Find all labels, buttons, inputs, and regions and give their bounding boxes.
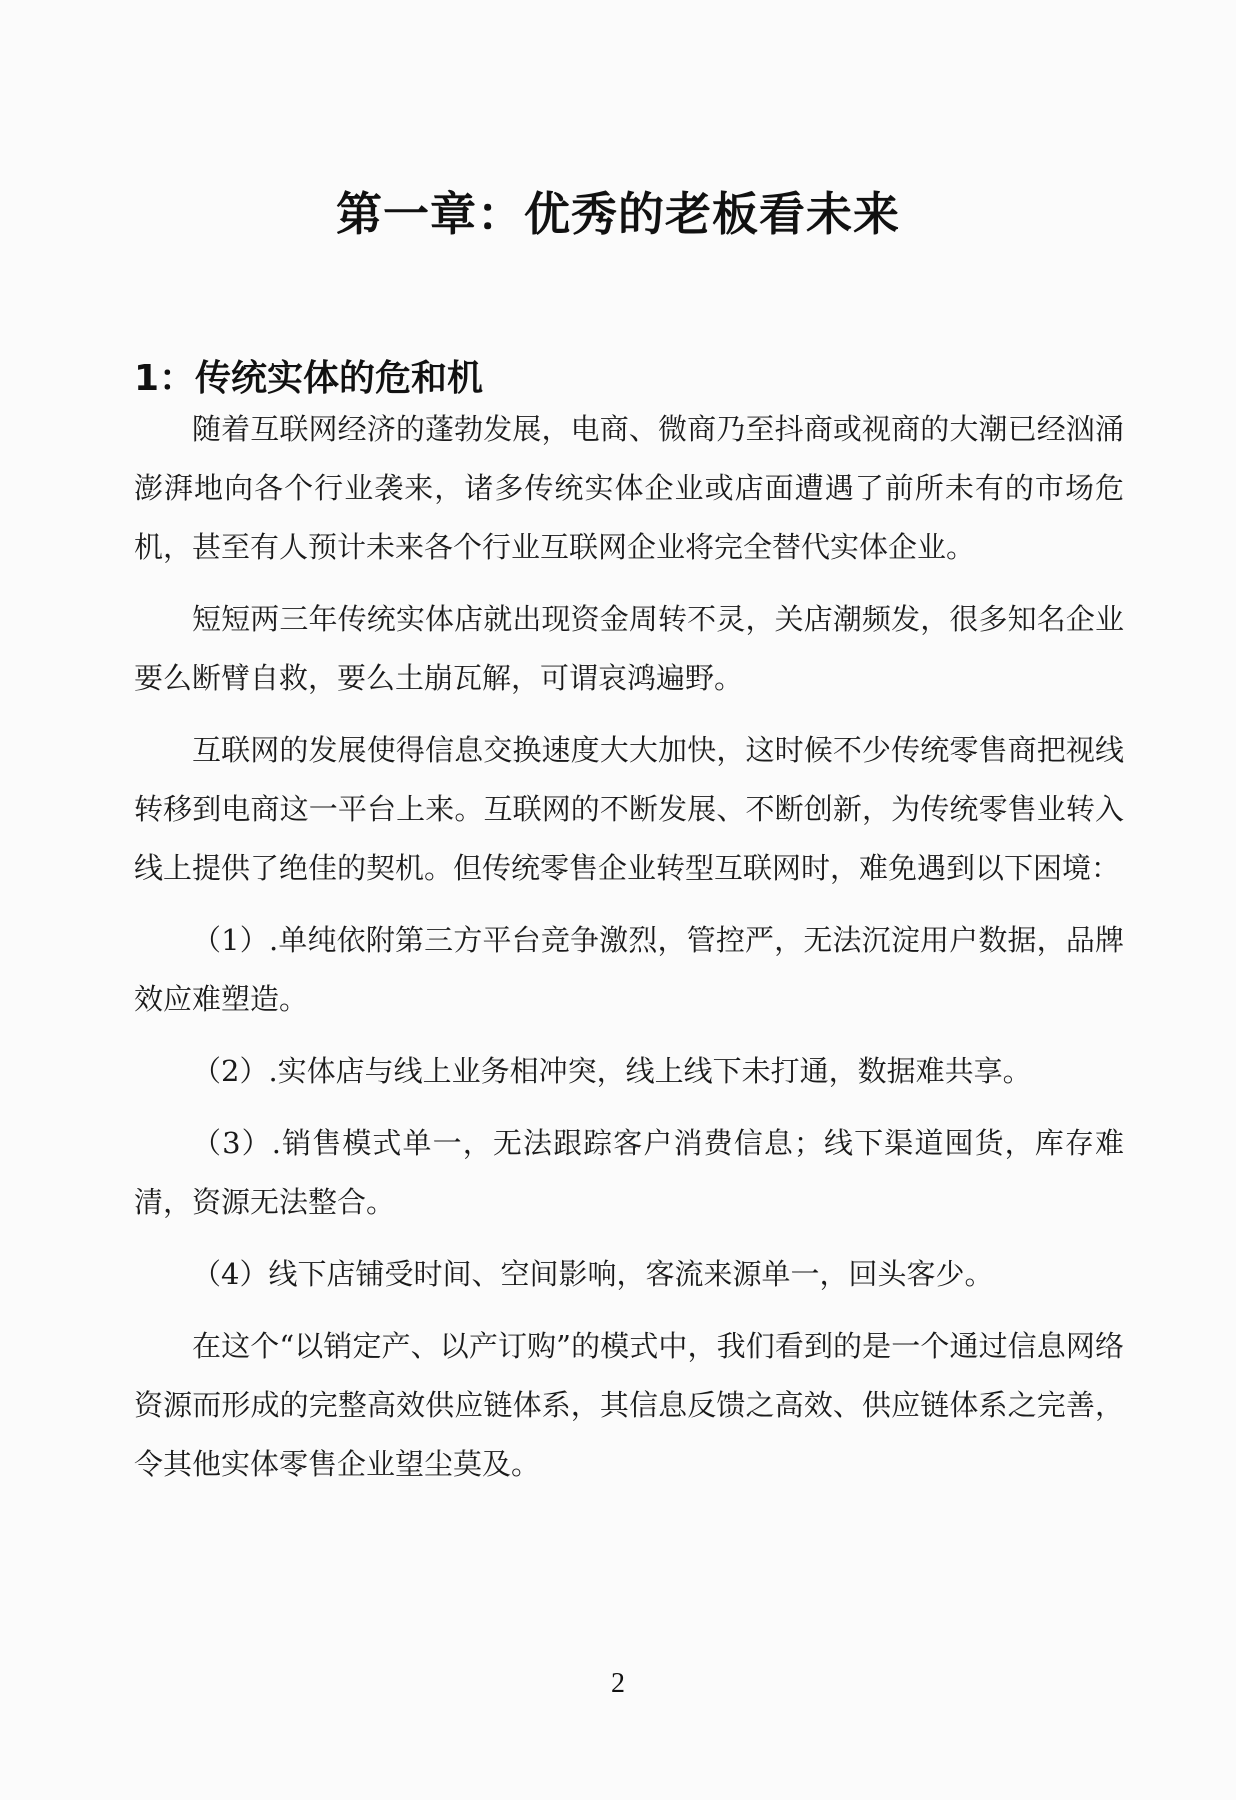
paragraph: 随着互联网经济的蓬勃发展，电商、微商乃至抖商或视商的大潮已经汹涌澎湃地向各个行业袭来，诸多传统实体企业或店面遭遇了前所未有的市场危机，甚至有人预计未来各个行业互联网企业将完全替代实体企业。 — [134, 412, 1124, 564]
section-title: 1：传统实体的危和机 — [134, 358, 484, 399]
list-item: （3）.销售模式单一，无法跟踪客户消费信息；线下渠道囤货，库存难清，资源无法整合。 — [134, 1126, 1124, 1219]
paragraph: 互联网的发展使得信息交换速度大大加快，这时候不少传统零售商把视线转移到电商这一平台上来。互联网的不断发展、不断创新，为传统零售业转入线上提供了绝佳的契机。但传统零售企业转型互联网时，难免遇到以下困境： — [134, 733, 1124, 885]
chapter-title: 第一章：优秀的老板看未来 — [336, 187, 900, 241]
list-item: （4）线下店铺受时间、空间影响，客流来源单一，回头客少。 — [192, 1257, 994, 1291]
list-item: （1）.单纯依附第三方平台竞争激烈，管控严，无法沉淀用户数据，品牌效应难塑造。 — [134, 923, 1124, 1016]
paragraph: 短短两三年传统实体店就出现资金周转不灵，关店潮频发，很多知名企业要么断臂自救，要么土崩瓦解，可谓哀鸿遍野。 — [134, 602, 1124, 695]
paragraph: 在这个“以销定产、以产订购”的模式中，我们看到的是一个通过信息网络资源而形成的完整高效供应链体系，其信息反馈之高效、供应链体系之完善，令其他实体零售企业望尘莫及。 — [134, 1329, 1124, 1481]
list-item: （2）.实体店与线上业务相冲突，线上线下未打通，数据难共享。 — [192, 1054, 1032, 1088]
body-text — [134, 400, 1124, 1507]
page-number: 2 — [611, 1668, 625, 1699]
